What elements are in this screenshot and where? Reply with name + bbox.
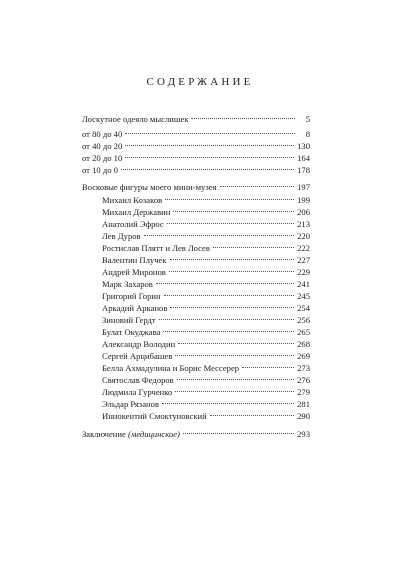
toc-entry-label: Иннокентий Смоктуновский <box>102 411 207 421</box>
toc-entry-page: 199 <box>297 195 310 205</box>
dot-leader <box>191 118 295 119</box>
toc-entry-label: Зиновий Гердт <box>102 315 156 325</box>
toc-entry-page: 206 <box>297 207 310 217</box>
dot-leader <box>169 271 294 272</box>
toc-entry-page: 164 <box>297 153 310 163</box>
toc-entry-label: Ростислав Плятт и Лев Лосев <box>102 243 210 253</box>
toc-entry-label: Александр Володин <box>102 339 176 349</box>
dot-leader <box>125 157 294 158</box>
toc-entry-label: Восковые фигуры моего мини-музея <box>82 182 217 192</box>
toc-entry-page: 269 <box>297 351 310 361</box>
dot-leader <box>170 307 294 308</box>
toc-entry-page: 130 <box>297 141 310 151</box>
toc-entry-page: 178 <box>297 165 310 175</box>
dot-leader <box>159 319 294 320</box>
toc-entry <box>82 113 310 126</box>
toc-entry-label: Валентин Плучек <box>102 255 167 265</box>
toc-entry-page: 290 <box>297 411 310 421</box>
toc-entry-label: Андрей Миронов <box>102 267 166 277</box>
dot-leader <box>213 247 294 248</box>
toc-entry-label: Лев Дуров <box>102 231 141 241</box>
toc-entry-page: 254 <box>297 303 310 313</box>
toc-entry-page: 227 <box>297 255 310 265</box>
toc-entry-page: 265 <box>297 327 310 337</box>
toc-entry-label: Лоскутное одеяло мыслишек <box>82 114 189 124</box>
dot-leader <box>144 235 295 236</box>
toc-entry-label: от 20 до 10 <box>82 153 123 163</box>
toc-entry-label: от 10 до 0 <box>82 165 118 175</box>
dot-leader <box>178 343 294 344</box>
toc-entry-page: 279 <box>297 387 310 397</box>
toc-entry <box>82 428 310 441</box>
dot-leader <box>125 145 294 146</box>
dot-leader <box>183 433 294 434</box>
toc-entry-label: Булат Окуджава <box>102 327 161 337</box>
dot-leader <box>242 367 294 368</box>
toc-entry-label-italic: (медицинское) <box>127 429 180 439</box>
toc-entry-label: Сергей Арцибашев <box>102 351 173 361</box>
toc-entry-label: от 40 до 20 <box>82 141 123 151</box>
toc-entry-page: 268 <box>297 339 310 349</box>
toc-entry-page: 256 <box>297 315 310 325</box>
dot-leader <box>162 403 294 404</box>
toc-entry-label <box>82 428 180 441</box>
toc-entry-page: 197 <box>297 182 310 192</box>
toc-entry-page: 222 <box>297 243 310 253</box>
toc-entry-label: Аркадий Арканов <box>102 303 168 313</box>
toc-entry <box>82 164 310 177</box>
dot-leader <box>167 223 294 224</box>
toc-entry-page: 220 <box>297 231 310 241</box>
toc-entry-page: 276 <box>297 375 310 385</box>
dot-leader <box>121 169 294 170</box>
toc-entry-label: Михаил Козаков <box>102 195 163 205</box>
toc-entry-label-text: Заключение <box>82 429 126 439</box>
toc-entry-label: Святослав Федоров <box>102 375 174 385</box>
toc-entry-label: от 80 до 40 <box>82 129 123 139</box>
dot-leader <box>125 133 295 134</box>
dot-leader <box>165 199 294 200</box>
toc-entry-page: 245 <box>297 291 310 301</box>
toc-entry-page: 241 <box>297 279 310 289</box>
toc-entry-page: 273 <box>297 363 310 373</box>
dot-leader <box>163 331 294 332</box>
toc-entry-page: 229 <box>297 267 310 277</box>
toc-entry-page: 213 <box>297 219 310 229</box>
toc-entry <box>82 181 310 194</box>
toc-entry-page: 8 <box>305 129 310 139</box>
dot-leader <box>175 391 294 392</box>
toc-entry-label: Эльдар Рязанов <box>102 399 159 409</box>
dot-leader <box>156 283 294 284</box>
dot-leader <box>175 355 294 356</box>
toc-entry-label: Григорий Горин <box>102 291 161 301</box>
toc-entry-label: Марк Захаров <box>102 279 153 289</box>
dot-leader <box>220 186 295 187</box>
dot-leader <box>210 415 294 416</box>
toc-entry-page: 281 <box>297 399 310 409</box>
toc-entry-page: 5 <box>305 114 310 124</box>
toc-entry-label: Михаил Державин <box>102 207 171 217</box>
toc-entry-label: Людмила Гурченко <box>102 387 173 397</box>
toc-entry-page: 293 <box>297 429 310 439</box>
dot-leader <box>164 295 295 296</box>
dot-leader <box>177 379 294 380</box>
toc-subentry <box>102 410 310 423</box>
toc-entry-label: Белла Ахмадулина и Борис Мессерер <box>102 363 240 373</box>
dot-leader <box>173 211 294 212</box>
page-title: СОДЕРЖАНИЕ <box>146 76 254 88</box>
dot-leader <box>170 259 295 260</box>
toc-entry-label: Анатолий Эфрос <box>102 219 164 229</box>
